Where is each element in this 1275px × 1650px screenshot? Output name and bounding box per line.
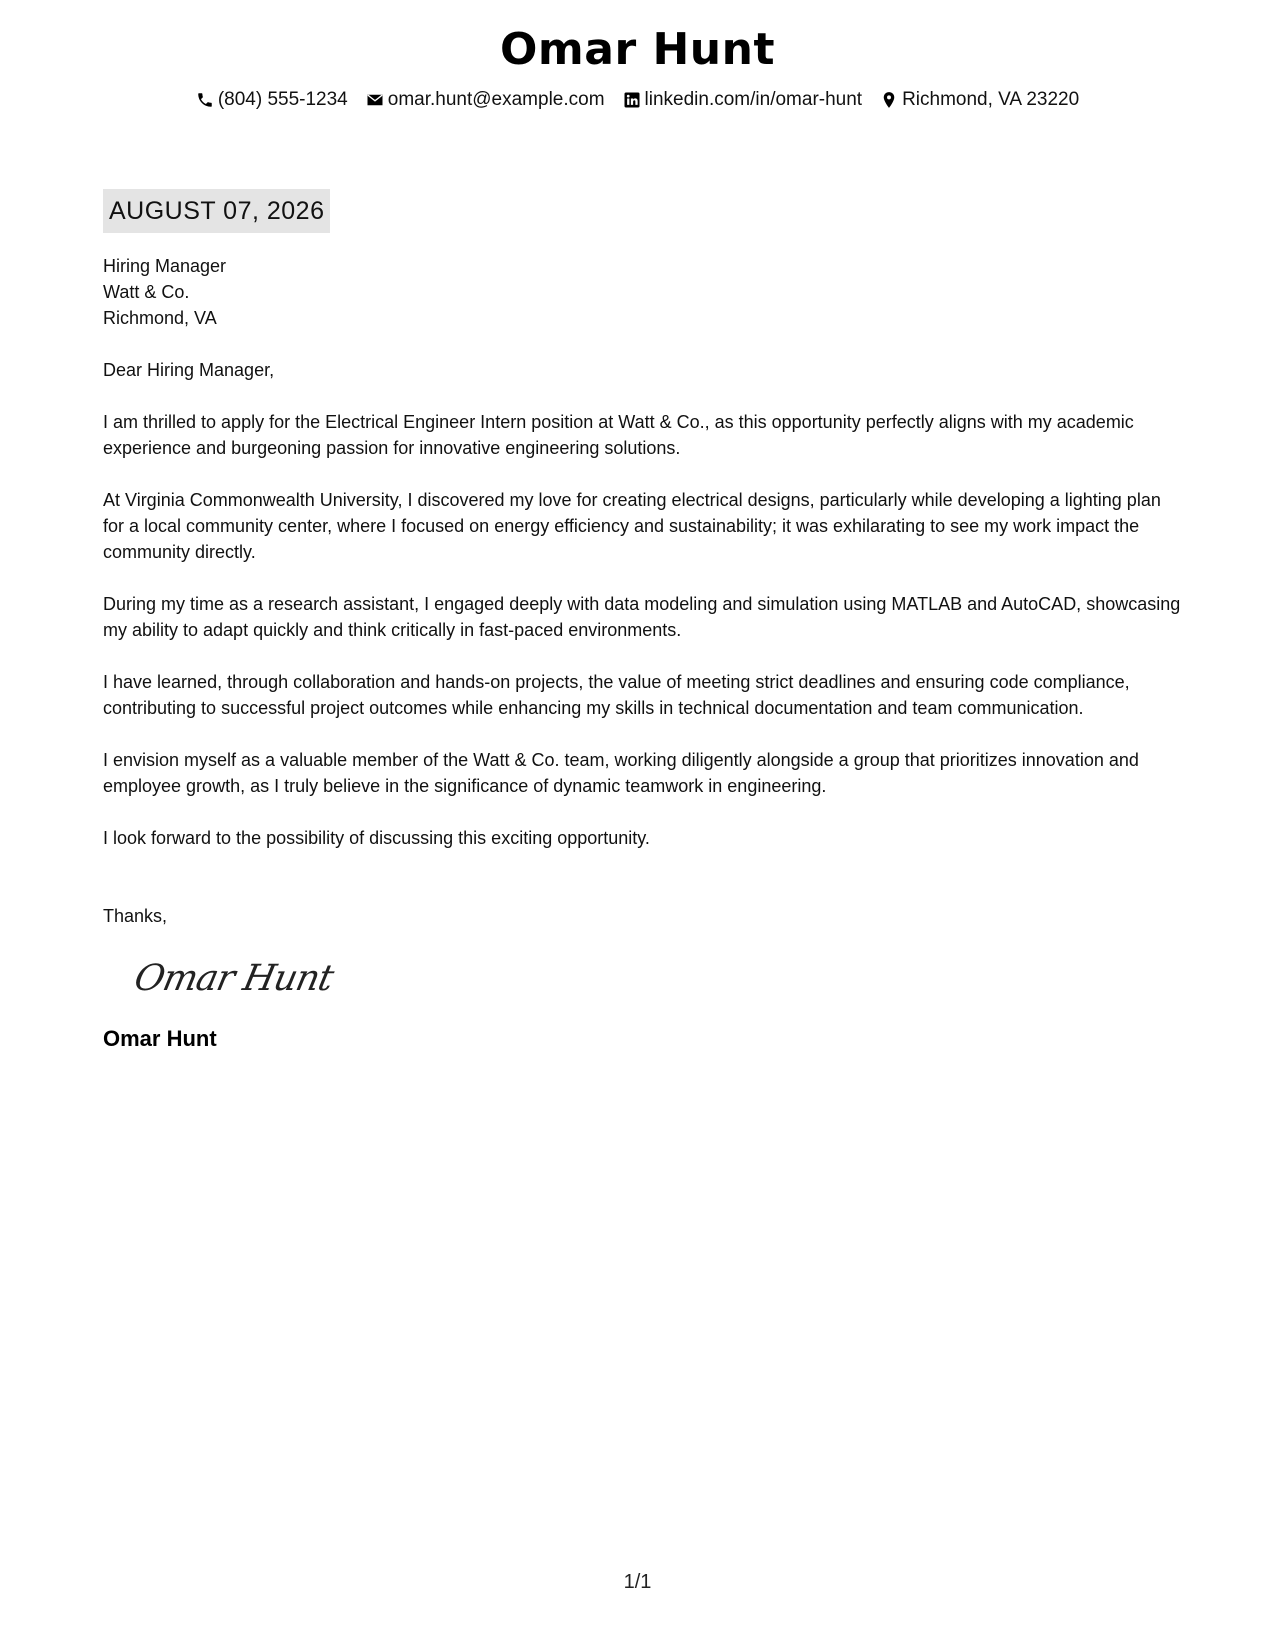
page-number: 1/1	[623, 1571, 652, 1593]
email-address: omar.hunt@example.com	[387, 89, 605, 110]
closing: Thanks,	[103, 906, 168, 926]
contact-email	[366, 88, 605, 112]
linkedin-icon	[623, 91, 641, 109]
paragraph: I have learned, through collaboration and hands-on projects, the value of meeting strict deadlines and ensuring code compliance, contributing to successful project outcomes while enhancing my skills in technical documentation and team communication.	[103, 672, 1130, 718]
letter-date: AUGUST 07, 2026	[103, 189, 330, 233]
paragraph: I am thrilled to apply for the Electrical Engineer Intern position at Watt & Co., as this opportunity perfectly aligns with my academic experience and burgeoning passion for innovative engineering solutions.	[103, 412, 1134, 458]
map-pin-icon	[880, 91, 898, 109]
recipient-title: Hiring Manager	[103, 256, 227, 276]
contact-line	[0, 88, 1275, 112]
phone-icon	[196, 91, 214, 109]
contact-phone	[196, 88, 348, 112]
handwritten-signature: Omar Hunt	[130, 958, 337, 999]
phone-number: (804) 555-1234	[217, 89, 348, 110]
recipient-company: Watt & Co.	[103, 282, 190, 302]
contact-location	[880, 88, 1079, 112]
envelope-icon	[366, 91, 384, 109]
paragraph: I look forward to the possibility of discussing this exciting opportunity.	[103, 828, 650, 848]
paragraph: At Virginia Commonwealth University, I discovered my love for creating electrical designs, particularly while developing a lighting plan for a local community center, where I focused on energy efficiency and sustainability; it was exhilarating to see my work impact the community directly.	[103, 490, 1161, 562]
letter-body	[103, 253, 1183, 1053]
letter-header	[0, 22, 1275, 112]
salutation: Dear Hiring Manager,	[103, 360, 275, 380]
signer-name: Omar Hunt	[103, 1026, 217, 1051]
contact-linkedin	[623, 88, 863, 112]
paragraph: During my time as a research assistant, I engaged deeply with data modeling and simulation using MATLAB and AutoCAD, showcasing my ability to adapt quickly and think critically in fast-paced environments.	[103, 594, 1181, 640]
applicant-name: Omar Hunt	[500, 24, 775, 75]
paragraph: I envision myself as a valuable member of the Watt & Co. team, working diligently alongside a group that prioritizes innovation and employee growth, as I truly believe in the significance of dynamic teamwork in engineering.	[103, 750, 1139, 796]
recipient-location: Richmond, VA	[103, 308, 217, 328]
location-text: Richmond, VA 23220	[902, 89, 1080, 110]
recipient-block	[103, 253, 1183, 331]
linkedin-url: linkedin.com/in/omar-hunt	[644, 89, 863, 110]
